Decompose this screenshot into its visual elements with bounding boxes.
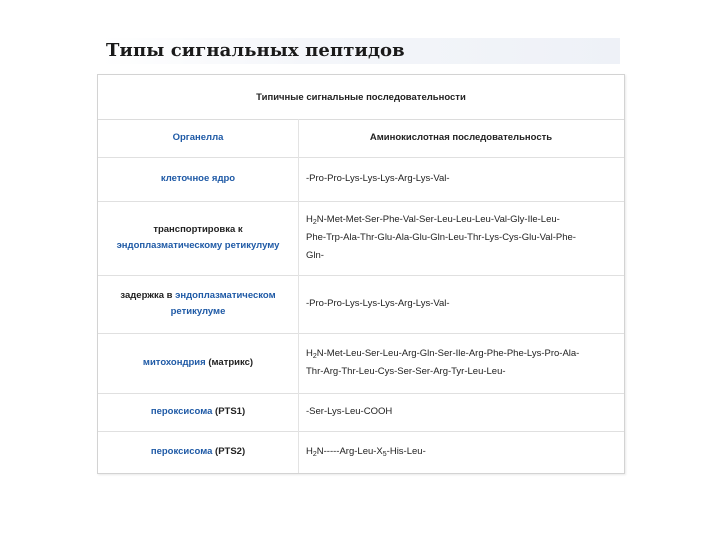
sequence-end: -His-Leu-	[386, 446, 426, 457]
sequence-cell	[306, 431, 616, 473]
table-caption: Типичные сигнальные последовательности	[98, 75, 624, 120]
sequence-subscript: 2	[312, 451, 317, 458]
sequence-h: H	[306, 446, 313, 457]
sequence-subscript: 2	[312, 219, 317, 226]
sequence-line-1: N-Met-Leu-Ser-Leu-Arg-Gln-Ser-Ile-Arg-Phe-Phe-Lys-Pro-Ala-	[316, 348, 580, 359]
organelle-link-peroxisome-pts2[interactable]: пероксисома	[150, 446, 213, 457]
sequence-subscript: 2	[312, 353, 317, 360]
organelle-cell	[98, 201, 299, 275]
organelle-suffix: (матрикс)	[208, 357, 254, 368]
table-row	[98, 275, 624, 334]
sequence-h: H	[306, 348, 313, 359]
organelle-cell	[98, 393, 299, 431]
table-header-row	[98, 119, 624, 158]
organelle-prefix: транспортировка к	[153, 224, 243, 235]
organelle-link-mitochondria[interactable]: митохондрия	[142, 357, 206, 368]
page-title: Типы сигнальных пептидов	[106, 40, 405, 61]
sequence-cell	[306, 333, 616, 393]
organelle-cell	[98, 431, 299, 473]
header-organelle: Органелла	[98, 119, 299, 157]
organelle-cell	[98, 275, 299, 333]
header-sequence: Аминокислотная последовательность	[369, 132, 553, 143]
sequence-cell	[306, 201, 616, 275]
sequence-cell	[306, 275, 616, 333]
organelle-suffix: (PTS2)	[215, 446, 246, 457]
table-row	[98, 393, 624, 432]
organelle-link-er-retention-2[interactable]: ретикулуме	[170, 306, 226, 317]
sequence-text: -Ser-Lys-Leu-COOH	[306, 406, 393, 417]
sequence-mid: N-----Arg-Leu-X	[316, 446, 383, 457]
sequence-text: -Pro-Pro-Lys-Lys-Lys-Arg-Lys-Val-	[306, 173, 450, 184]
organelle-link-er-retention[interactable]: эндоплазматическом	[175, 290, 276, 301]
organelle-suffix: (PTS1)	[215, 406, 246, 417]
table-row	[98, 333, 624, 394]
organelle-link-nucleus[interactable]: клеточное ядро	[160, 173, 236, 184]
organelle-prefix: задержка в	[120, 290, 173, 301]
sequence-line-3: Gln-	[306, 250, 324, 261]
sequence-line-2: Thr-Arg-Thr-Leu-Cys-Ser-Ser-Arg-Tyr-Leu-Leu-	[306, 366, 506, 377]
organelle-cell	[98, 157, 299, 201]
organelle-cell	[98, 333, 299, 393]
sequence-line-1: N-Met-Met-Ser-Phe-Val-Ser-Leu-Leu-Leu-Val-Gly-Ile-Leu-	[316, 214, 560, 225]
organelle-link-er[interactable]: эндоплазматическому ретикулуму	[116, 240, 280, 251]
sequence-cell	[306, 393, 616, 431]
signal-peptide-table	[97, 74, 625, 474]
sequence-cell	[306, 157, 616, 201]
sequence-text: -Pro-Pro-Lys-Lys-Lys-Arg-Lys-Val-	[306, 298, 450, 309]
sequence-subscript-x: 5	[382, 451, 387, 458]
table-row	[98, 201, 624, 276]
table-row	[98, 157, 624, 202]
sequence-h: H	[306, 214, 313, 225]
organelle-link-peroxisome-pts1[interactable]: пероксисома	[150, 406, 213, 417]
sequence-line-2: Phe-Trp-Ala-Thr-Glu-Ala-Glu-Gln-Leu-Thr-Lys-Cys-Glu-Val-Phe-	[306, 232, 576, 243]
table-row	[98, 431, 624, 473]
